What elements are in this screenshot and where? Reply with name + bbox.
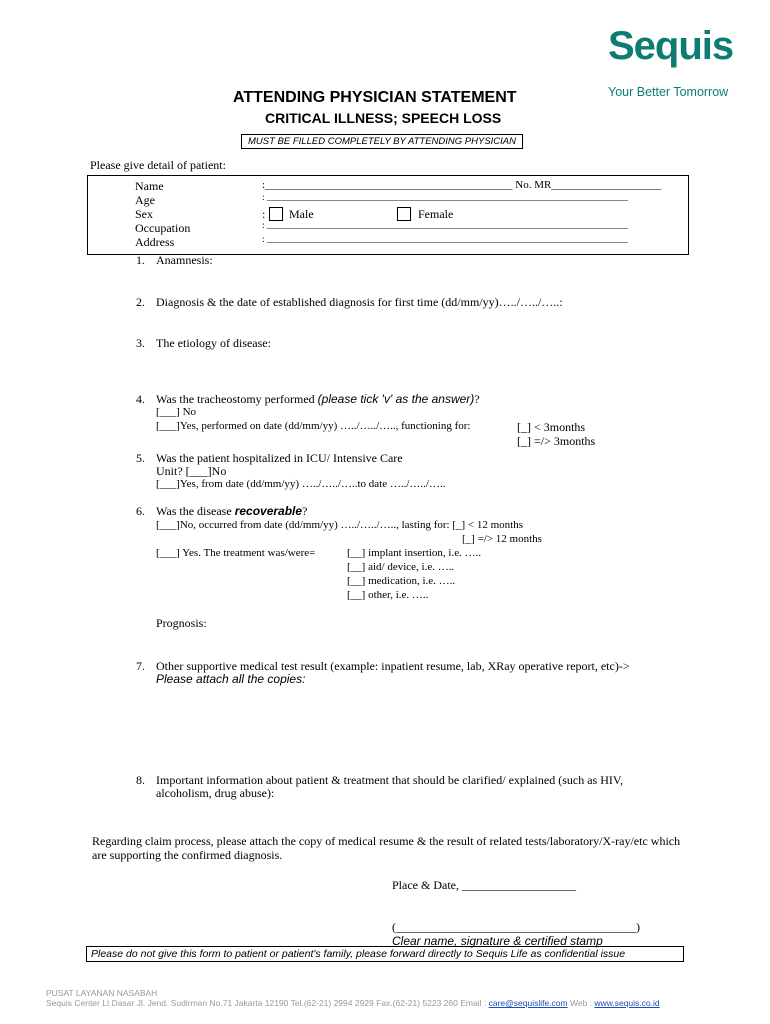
q6-number: 6. (136, 504, 145, 518)
confidential-warning: Please do not give this form to patient or patient's family, please forward directly to Sequis Life as confidential issue (86, 946, 684, 962)
q6-text-end: ? (302, 504, 308, 518)
footer-web-link[interactable]: www.sequis.co.id (594, 998, 660, 1008)
footer-email-link[interactable]: care@sequislife.com (488, 998, 568, 1008)
q8-number: 8. (136, 773, 145, 787)
signature-field[interactable]: (________________________________________) (392, 920, 640, 934)
closing-line1: Regarding claim process, please attach the copy of medical resume & the result of related tests/laboratory/X-ray/etc which (92, 834, 681, 848)
name-field[interactable]: :_____________________________________________ No. MR____________________ (262, 179, 662, 191)
label-name: Name (135, 179, 164, 193)
signature-label: Clear name, signature & certified stamp (392, 934, 603, 948)
address-field[interactable]: : ____________________________________________________________________________ (262, 235, 629, 245)
age-field[interactable]: : ____________________________________________________________________________ (262, 193, 629, 203)
q1-text: Anamnesis: (156, 253, 213, 267)
q6-treatment-medication[interactable]: [__] medication, i.e. ….. (347, 575, 456, 587)
brand-name: Sequis (608, 24, 734, 68)
patient-intro: Please give detail of patient: (90, 158, 226, 172)
label-address: Address (135, 235, 175, 249)
q7-text: Other supportive medical test result (example: inpatient resume, lab, XRay operative report, etc)-> (156, 659, 630, 673)
footer-address (46, 998, 660, 1008)
label-sex: Sex (135, 207, 153, 221)
q6-text: Was the disease (156, 504, 232, 518)
q5-number: 5. (136, 451, 145, 465)
q6-question (156, 504, 307, 519)
q6-treatment-aid[interactable]: [__] aid/ device, i.e. ….. (347, 561, 455, 573)
brand-tagline: Your Better Tomorrow (608, 85, 729, 99)
q8-text-line2: alcoholism, drug abuse): (156, 786, 275, 800)
q3-number: 3. (136, 336, 145, 350)
q4-text-end: ? (474, 392, 480, 406)
closing-line2: are supporting the confirmed diagnosis. (92, 848, 283, 862)
q6-no-option[interactable]: [___]No, occurred from date (dd/mm/yy) …../…../….., lasting for: [_] < 12 months (156, 519, 523, 531)
q6-treatment-other[interactable]: [__] other, i.e. ….. (347, 589, 429, 601)
q7-note: Please attach all the copies: (156, 672, 306, 686)
label-occupation: Occupation (135, 221, 191, 235)
footer-title: PUSAT LAYANAN NASABAH (46, 988, 158, 998)
q5-text: Was the patient hospitalized in ICU/ Intensive Care (156, 451, 403, 465)
q5-unit-no[interactable]: Unit? [___]No (156, 464, 227, 478)
brand-logo (608, 24, 733, 69)
q4-number: 4. (136, 392, 145, 406)
occupation-field[interactable]: : ____________________________________________________________________________ (262, 221, 629, 231)
q7-number: 7. (136, 659, 145, 673)
sex-colon: : (262, 207, 266, 221)
female-label: Female (418, 207, 454, 221)
footer-web-label: Web : (570, 998, 593, 1008)
q4-yes-option[interactable]: [___]Yes, performed on date (dd/mm/yy) …../…../….., functioning for: (156, 420, 471, 432)
q6-ge12-option[interactable]: [_] =/> 12 months (462, 533, 542, 545)
q4-instruction: (please tick 'v' as the answer) (317, 392, 475, 406)
q4-no-option[interactable]: [___] No (156, 406, 197, 418)
q6-prognosis: Prognosis: (156, 616, 207, 630)
q5-yes-option[interactable]: [___]Yes, from date (dd/mm/yy) …../…../…..to date …../…../….. (156, 478, 446, 490)
q1-number: 1. (136, 253, 145, 267)
q6-treatment-implant[interactable]: [__] implant insertion, i.e. ….. (347, 547, 482, 559)
q6-keyword: recoverable (234, 504, 303, 518)
must-fill-notice: MUST BE FILLED COMPLETELY BY ATTENDING PHYSICIAN (241, 134, 523, 149)
q4-lt3-option[interactable]: [_] < 3months (517, 420, 586, 434)
male-label: Male (289, 207, 314, 221)
q2-number: 2. (136, 295, 145, 309)
q4-text: Was the tracheostomy performed (156, 392, 315, 406)
q4-ge3-option[interactable]: [_] =/> 3months (517, 434, 596, 448)
q4-question (156, 392, 480, 407)
q6-yes-option[interactable]: [___] Yes. The treatment was/were= (156, 547, 316, 559)
q8-text-line1: Important information about patient & treatment that should be clarified/ explained (such as HIV, (156, 773, 623, 787)
footer-address-text: Sequis Center Lt Dasar Jl. Jend. Sudirman No.71 Jakarta 12190 Tel.(62-21) 2994 2929 Fax.(62-21) 5223 260 Email : (46, 998, 487, 1008)
q2-text: Diagnosis & the date of established diagnosis for first time (dd/mm/yy)…../…../…..: (156, 295, 563, 309)
label-age: Age (135, 193, 155, 207)
form-title: ATTENDING PHYSICIAN STATEMENT (233, 89, 517, 106)
place-date-field[interactable]: Place & Date, ___________________ (392, 878, 576, 892)
q3-text: The etiology of disease: (156, 336, 271, 350)
form-subtitle: CRITICAL ILLNESS; SPEECH LOSS (265, 110, 502, 126)
